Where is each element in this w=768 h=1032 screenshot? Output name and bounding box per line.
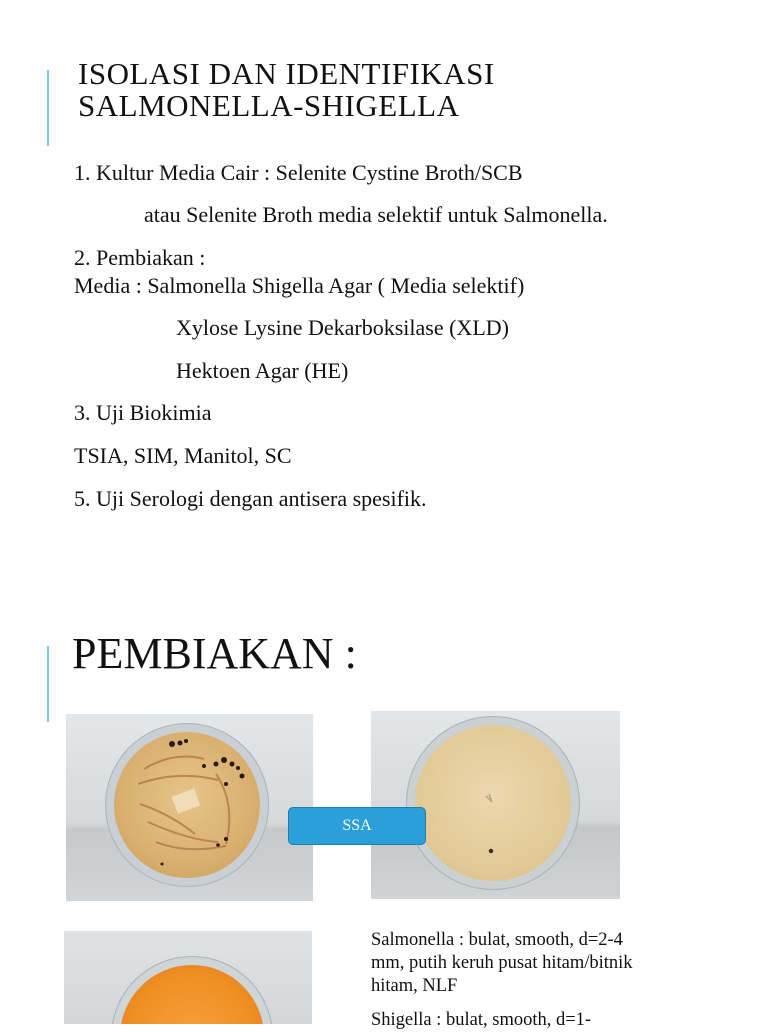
slide1-accent-bar (47, 70, 49, 146)
petri-dish-photo-1 (66, 714, 313, 901)
media-line: Media : Salmonella Shigella Agar ( Media selektif) (74, 273, 525, 298)
step-2-line: 2. Pembiakan : (74, 245, 206, 270)
salmonella-description (371, 929, 641, 1032)
ssa-label-badge: SSA (288, 807, 426, 845)
slide2-title: PEMBIAKAN : (72, 629, 357, 678)
petri-dish-photo-2 (371, 711, 620, 899)
slide1-title (78, 58, 495, 122)
colony-marks (371, 711, 620, 899)
slide1-title-line2: SALMONELLA-SHIGELLA (78, 88, 460, 123)
step-3-line: 3. Uji Biokimia (74, 400, 212, 425)
media-he-line: Hektoen Agar (HE) (176, 358, 349, 383)
colony-streaks (66, 714, 313, 901)
biochem-tests-line: TSIA, SIM, Manitol, SC (74, 443, 292, 468)
media-xld-line: Xylose Lysine Dekarboksilase (XLD) (176, 315, 509, 340)
petri-dish-photo-3 (64, 931, 312, 1024)
shigella-caption: Shigella : bulat, smooth, d=1- (371, 1010, 592, 1030)
step-1-line: 1. Kultur Media Cair : Selenite Cystine Broth/SCB (74, 160, 523, 185)
step-5-line: 5. Uji Serologi dengan antisera spesifik. (74, 486, 427, 511)
step-1-continuation: atau Selenite Broth media selektif untuk Salmonella. (144, 202, 608, 227)
slide2-accent-bar (47, 646, 49, 722)
salmonella-caption: Salmonella : bulat, smooth, d=2-4 mm, putih keruh pusat hitam/bitnik hitam, NLF (371, 930, 633, 996)
slide1-title-line1: ISOLASI DAN IDENTIFIKASI (78, 56, 495, 91)
